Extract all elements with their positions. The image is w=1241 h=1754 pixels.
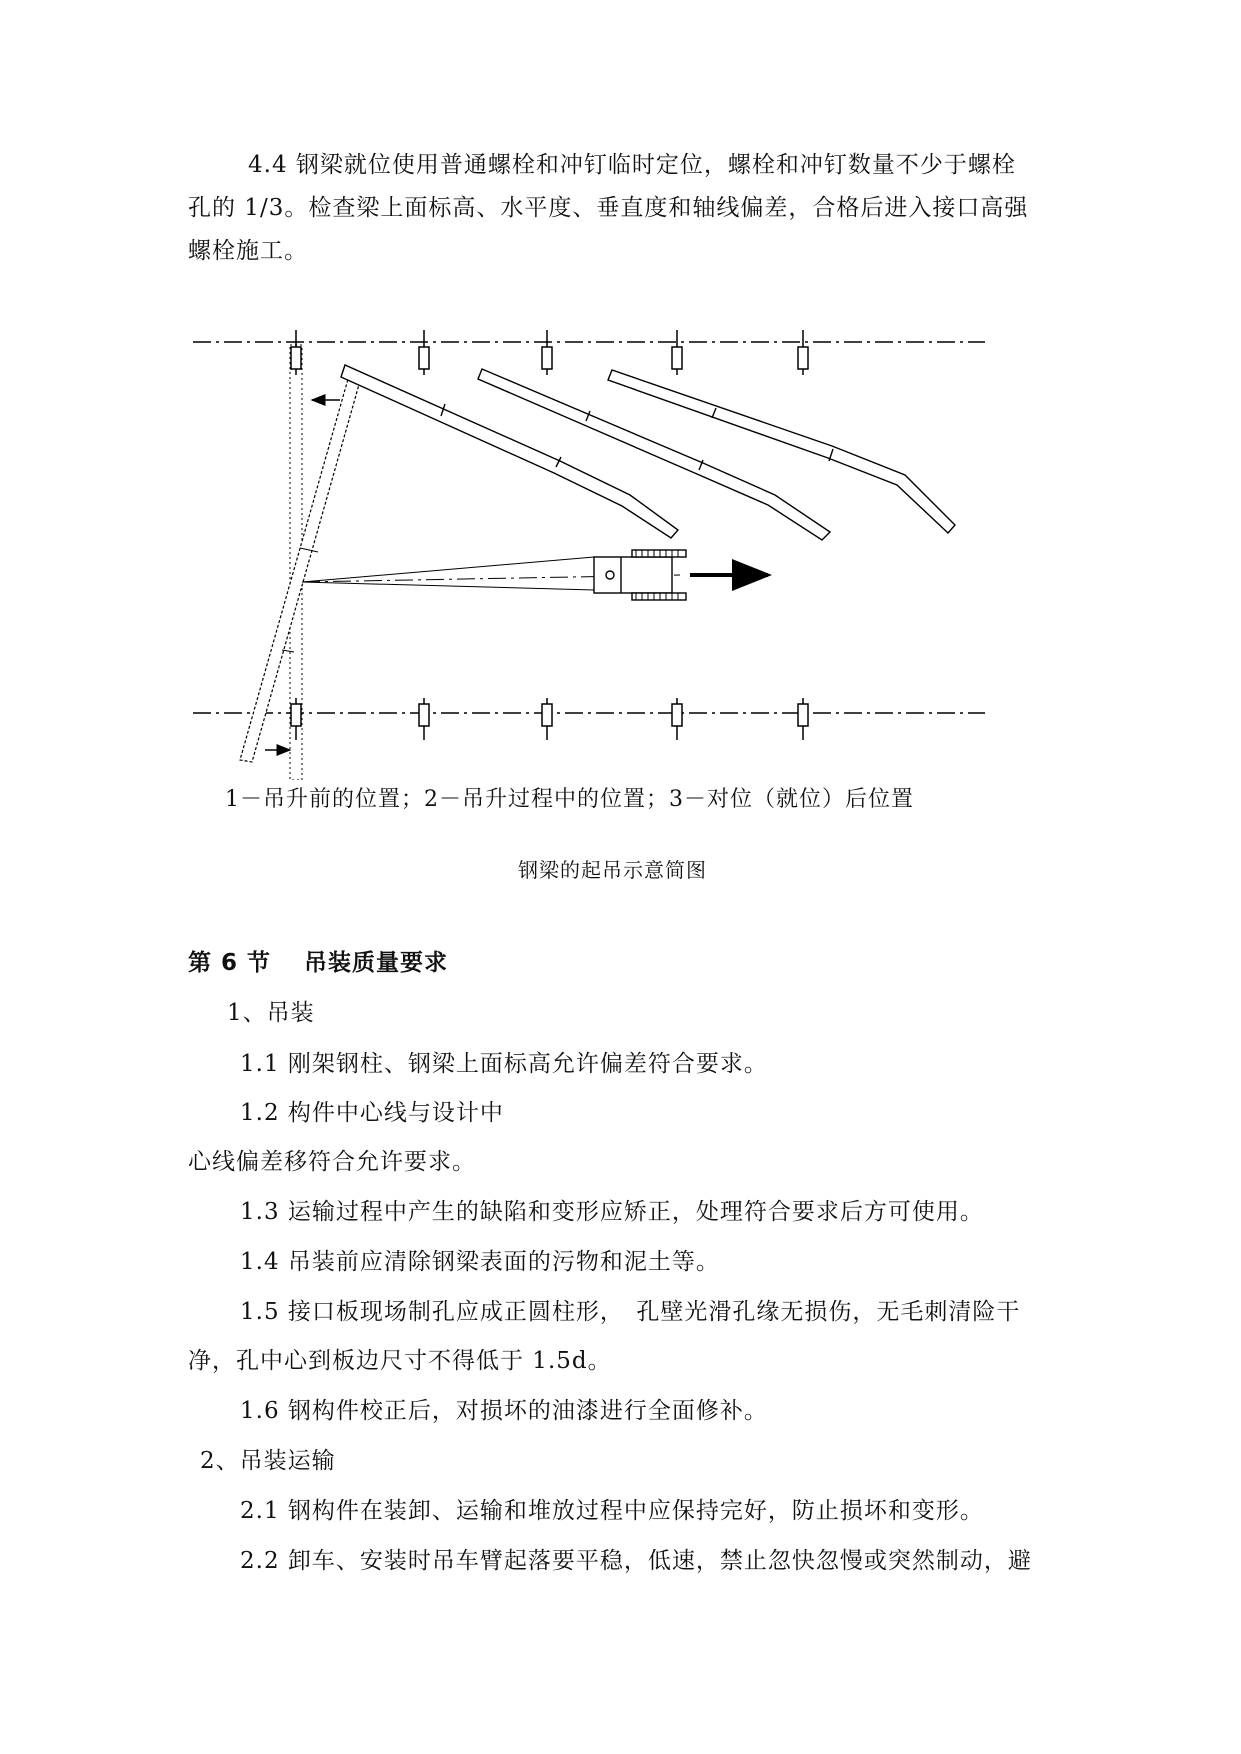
column-markers-top <box>291 330 808 375</box>
beam-position-1 <box>341 365 955 540</box>
figure-caption: 钢梁的起吊示意简图 <box>518 858 707 882</box>
list-item: 2.1 钢构件在装卸、运输和堆放过程中应保持完好，防止损坏和变形。 <box>240 1498 984 1524</box>
list-item: 1.6 钢构件校正后，对损坏的油漆进行全面修补。 <box>240 1398 768 1424</box>
lifting-diagram <box>0 300 1241 780</box>
column-markers-bottom <box>291 698 808 740</box>
list-item: 1.1 刚架钢柱、钢梁上面标高允许偏差符合要求。 <box>240 1051 768 1077</box>
list-item: 净，孔中心到板边尺寸不得低于 1.5d。 <box>188 1348 612 1374</box>
list-item: 1、吊装 <box>227 1000 315 1026</box>
section-heading: 第 6 节 吊装质量要求 <box>188 950 449 976</box>
list-item: 1.5 接口板现场制孔应成正圆柱形， 孔壁光滑孔缘无损伤，无毛刺清险干 <box>240 1299 1021 1325</box>
paragraph-line: 4.4 钢梁就位使用普通螺栓和冲钉临时定位，螺栓和冲钉数量不少于螺栓 <box>248 152 1016 178</box>
list-item: 1.2 构件中心线与设计中 <box>240 1100 504 1126</box>
list-item: 心线偏差移符合允许要求。 <box>188 1149 476 1175</box>
figure-legend: 1－吊升前的位置；2－吊升过程中的位置；3－对位（就位）后位置 <box>225 787 914 812</box>
list-item: 1.3 运输过程中产生的缺陷和变形应矫正，处理符合要求后方可使用。 <box>240 1199 984 1225</box>
paragraph-line: 孔的 1/3。检查梁上面标高、水平度、垂直度和轴线偏差，合格后进入接口高强 <box>188 195 1029 221</box>
list-item: 2、吊装运输 <box>200 1448 336 1474</box>
list-item: 2.2 卸车、安装时吊车臂起落要平稳，低速，禁止忽快忽慢或突然制动，避 <box>240 1548 1032 1574</box>
list-item: 1.4 吊装前应清除钢梁表面的污物和泥土等。 <box>240 1249 720 1275</box>
crane <box>594 550 686 600</box>
paragraph-line: 螺栓施工。 <box>188 238 308 264</box>
